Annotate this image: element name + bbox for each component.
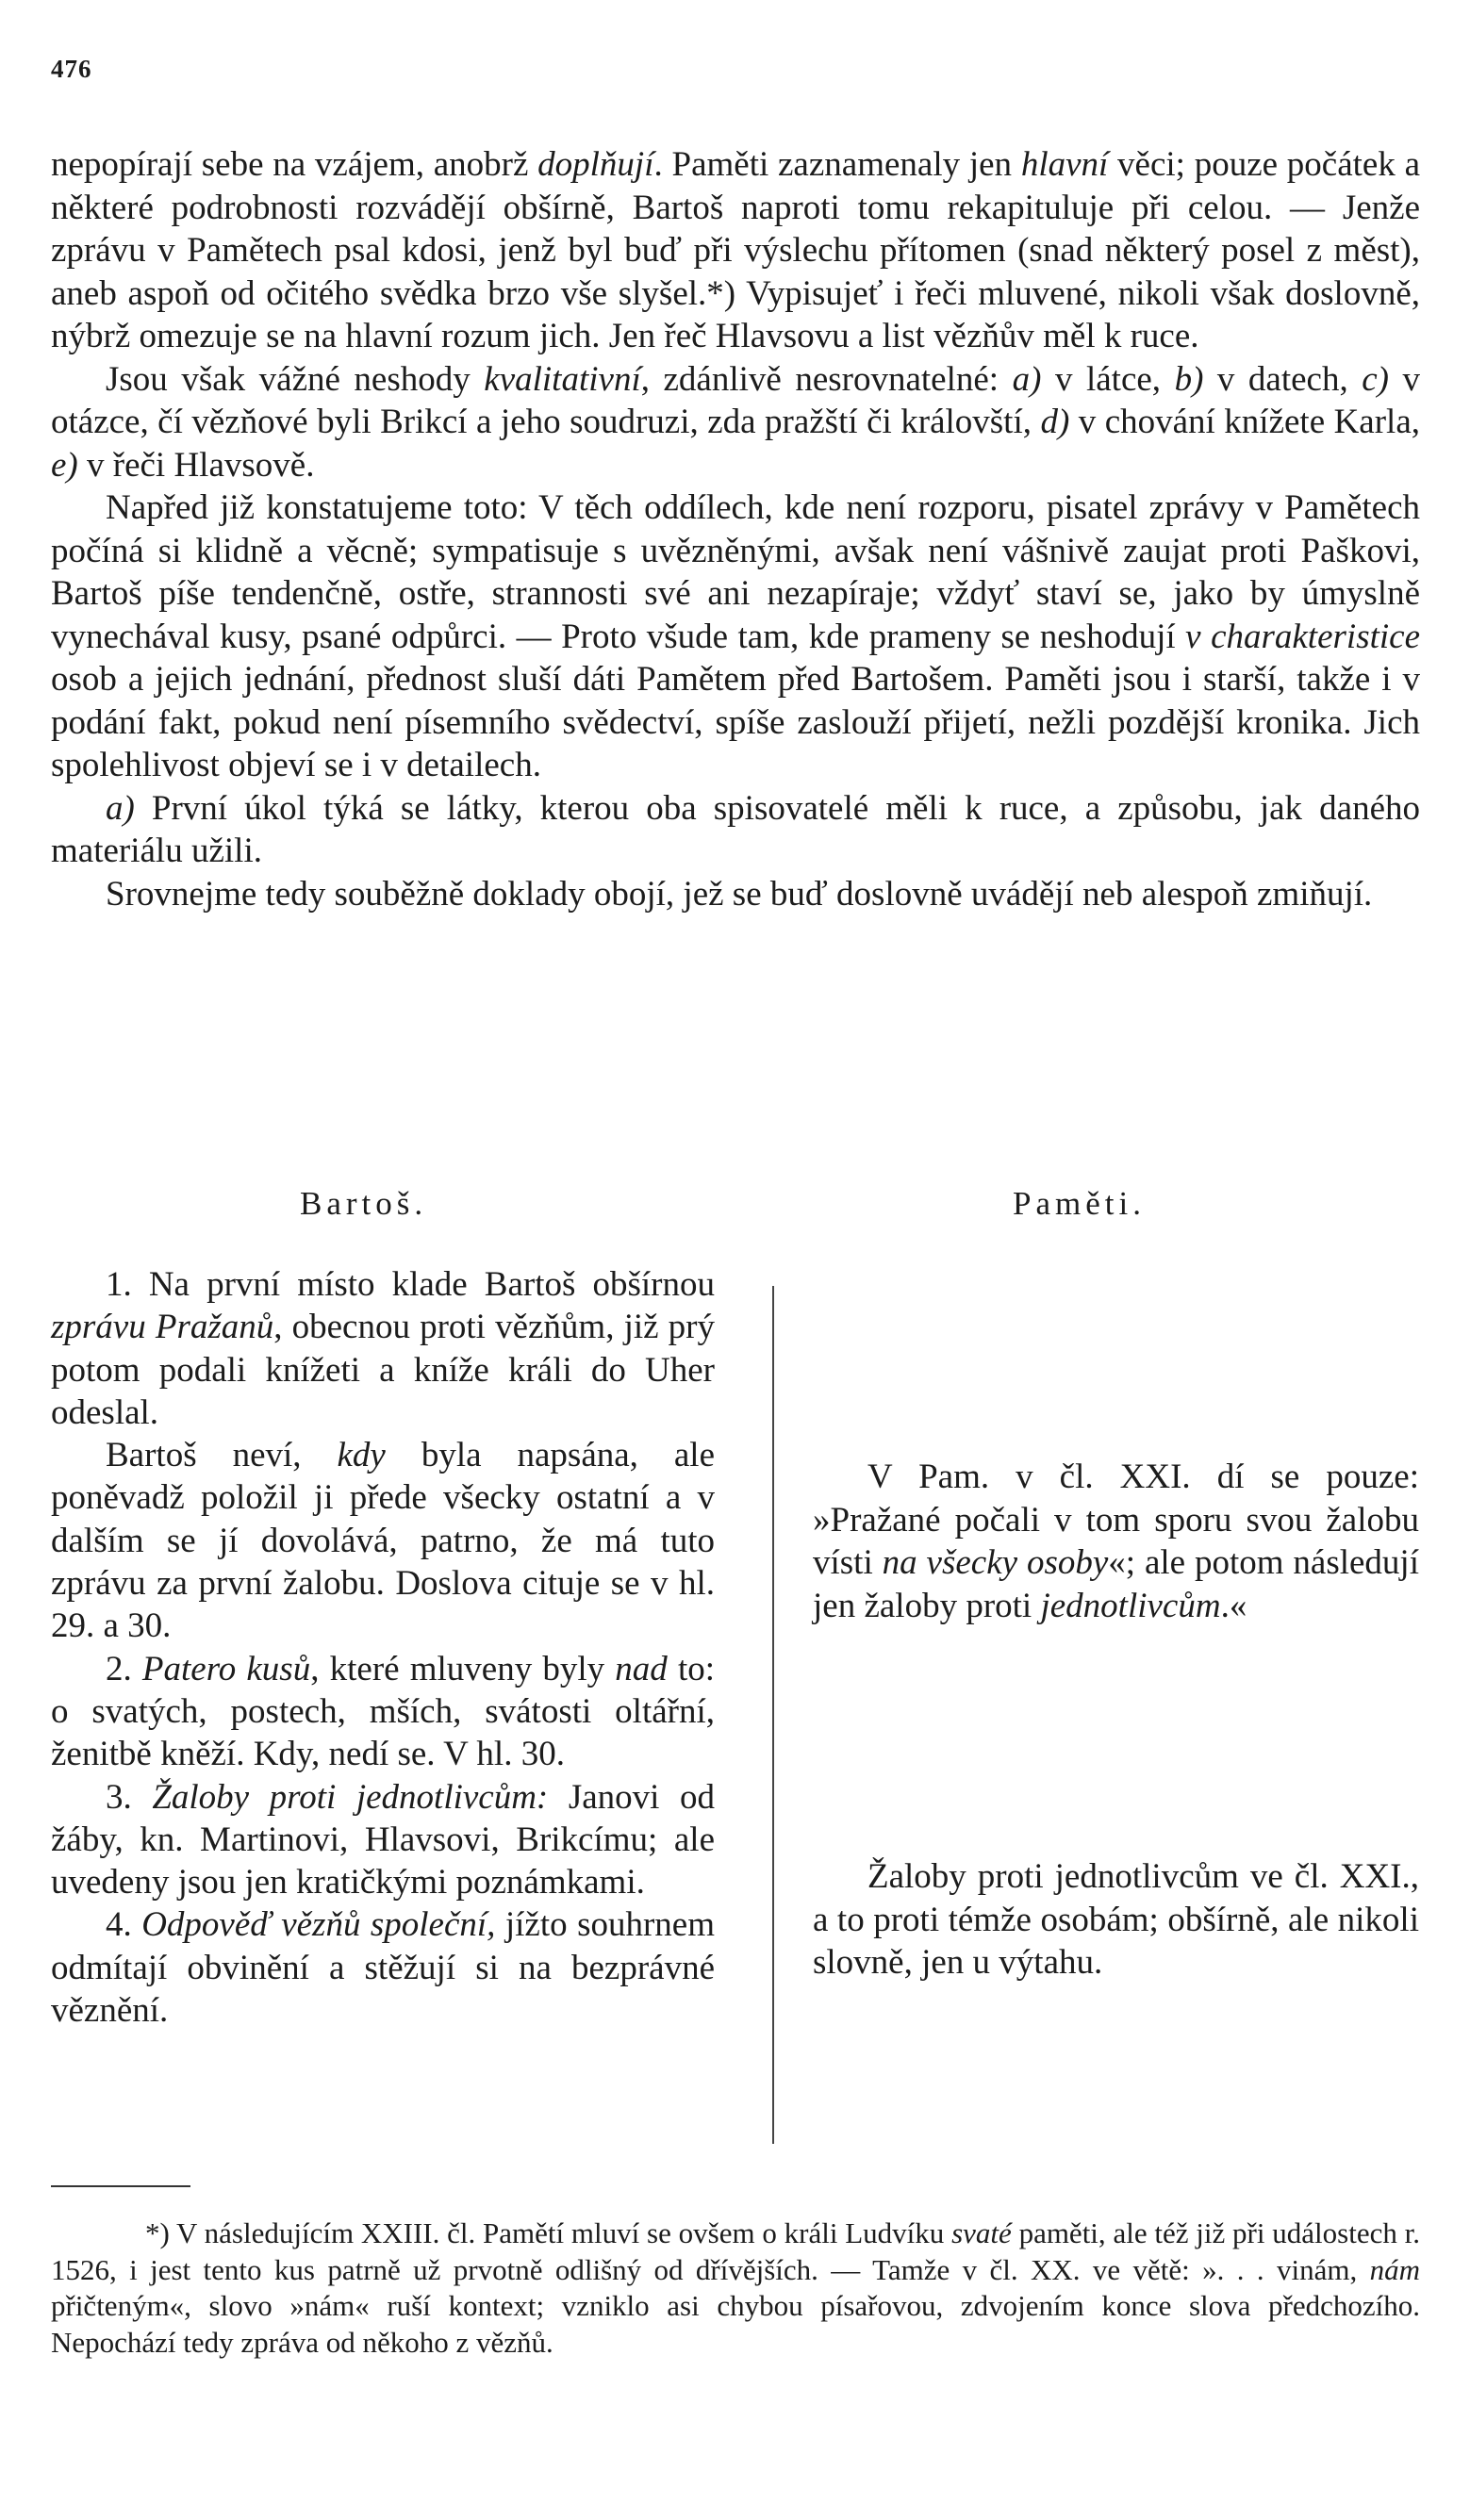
bartos-column bbox=[51, 1263, 715, 2032]
list-item: 3. Žaloby proti jednotlivcům: Janovi od žáby, kn. Martinovi, Hlavsovi, Brikcímu; ale uvedeny jsou jen kratičkými poznámkami. bbox=[51, 1777, 716, 1902]
paragraph: Žaloby proti jednotlivcům ve čl. XXI., a to proti témže osobám; obšírně, ale nikoli slovně, jen u výtahu. bbox=[813, 1857, 1419, 1982]
footnote-text: *) V následujícím XXIII. čl. Pamětí mluví se ovšem o králi Ludvíku svaté paměti, ale též již při událostech r. 1526, i jest tento kus patrně už prvotně odlišný od dřívějších. — Tamže v čl. XX. ve větě: ». . . vinám, nám přičteným«, slovo »nám« ruší kontext; vzniklo asi chybou písařovou, zdvojením konce slova předchozího. Nepochází tedy zpráva od někoho z vězňů. bbox=[51, 2216, 1420, 2359]
footnote-rule bbox=[51, 2185, 190, 2187]
pameti-entry-2 bbox=[813, 1855, 1419, 1985]
paragraph: V Pam. v čl. XXI. dí se pouze: »Pražané počali v tom sporu svou žalobu vísti na všecky osoby«; ale potom následují jen žaloby proti jednotlivcům.« bbox=[813, 1458, 1419, 1625]
paragraph: Srovnejme tedy souběžně doklady obojí, jež se buď doslovně uvádějí neb alespoň zmiňují. bbox=[106, 874, 1373, 914]
pameti-entry-1 bbox=[813, 1456, 1419, 1627]
list-item: 1. Na první místo klade Bartoš obšírnou zprávu Pražanů, obecnou proti vězňům, již prý potom podali knížeti a kníže králi do Uher odeslal. bbox=[51, 1265, 716, 1432]
paragraph: Jsou však vážné neshody kvalitativní, zdánlivě nesrovnatelné: a) v látce, b) v datech, c) v otázce, čí vězňové byli Brikcí a jeho soudruzi, zda pražští či královští, d) v chování knížete Karla, e) v řeči Hlavsově. bbox=[51, 359, 1420, 485]
page-number: 476 bbox=[51, 55, 92, 83]
list-item: Bartoš neví, kdy byla napsána, ale poněvadž položil ji přede všecky ostatní a v dalším se jí dovolává, patrno, že má tuto zprávu za první žalobu. Doslova cituje se v hl. 29. a 30. bbox=[51, 1436, 715, 1646]
paragraph: a) První úkol týká se látky, kterou oba spisovatelé měli k ruce, a způsobu, jak daného materiálu užili. bbox=[51, 788, 1420, 870]
paragraph: nepopírají sebe na vzájem, anobrž doplňují. Paměti zaznamenaly jen hlavní věci; pouze počátek a některé podrobnosti rozvádějí obšírně, Bartoš naproti tomu rekapituluje při celou. — Jenže zprávu v Pamětech psal kdosi, jenž byl buď při výslechu přítomen (snad některý posel z měst), aneb aspoň od očitého svědka brzo vše slyšel.*) Vypisujeť i řeči mluvené, nikoli však doslovně, nýbrž omezuje se na hlavní rozum jich. Jen řeč Hlavsovu a list vězňův měl k ruce. bbox=[51, 145, 1421, 355]
list-item: 4. Odpověď vězňů společní, jížto souhrnem odmítají obvinění a stěžují si na bezprávné věznění. bbox=[51, 1905, 715, 2031]
column-divider bbox=[772, 1286, 774, 2144]
right-column-heading: Paměti. bbox=[1013, 1185, 1146, 1222]
left-column-heading: Bartoš. bbox=[300, 1185, 428, 1222]
intro-text bbox=[51, 143, 1420, 915]
list-item: 2. Patero kusů, které mluveny byly nad to: o svatých, postech, mších, svátosti oltářní, ženitbě kněží. Kdy, nedí se. V hl. 30. bbox=[51, 1649, 716, 1774]
paragraph: Napřed již konstatujeme toto: V těch oddílech, kde není rozporu, pisatel zprávy v Pamětech počíná si klidně a věcně; sympatisuje s uvězněnými, avšak není vášnivě zaujat proti Paškovi, Bartoš píše tendenčně, ostře, strannosti své ani nezapíraje; vždyť staví se, jako by úmyslně vynechával kusy, psané odpůrci. — Proto všude tam, kde prameny se neshodují v charakteristice osob a jejich jednání, přednost sluší dáti Pamětem před Bartošem. Paměti jsou i starší, takže i v podání fakt, pokud není písemního svědectví, spíše zaslouží přijetí, nežli pozdější kronika. Jich spolehlivost objeví se i v detailech. bbox=[51, 488, 1420, 784]
footnote bbox=[51, 2215, 1420, 2361]
